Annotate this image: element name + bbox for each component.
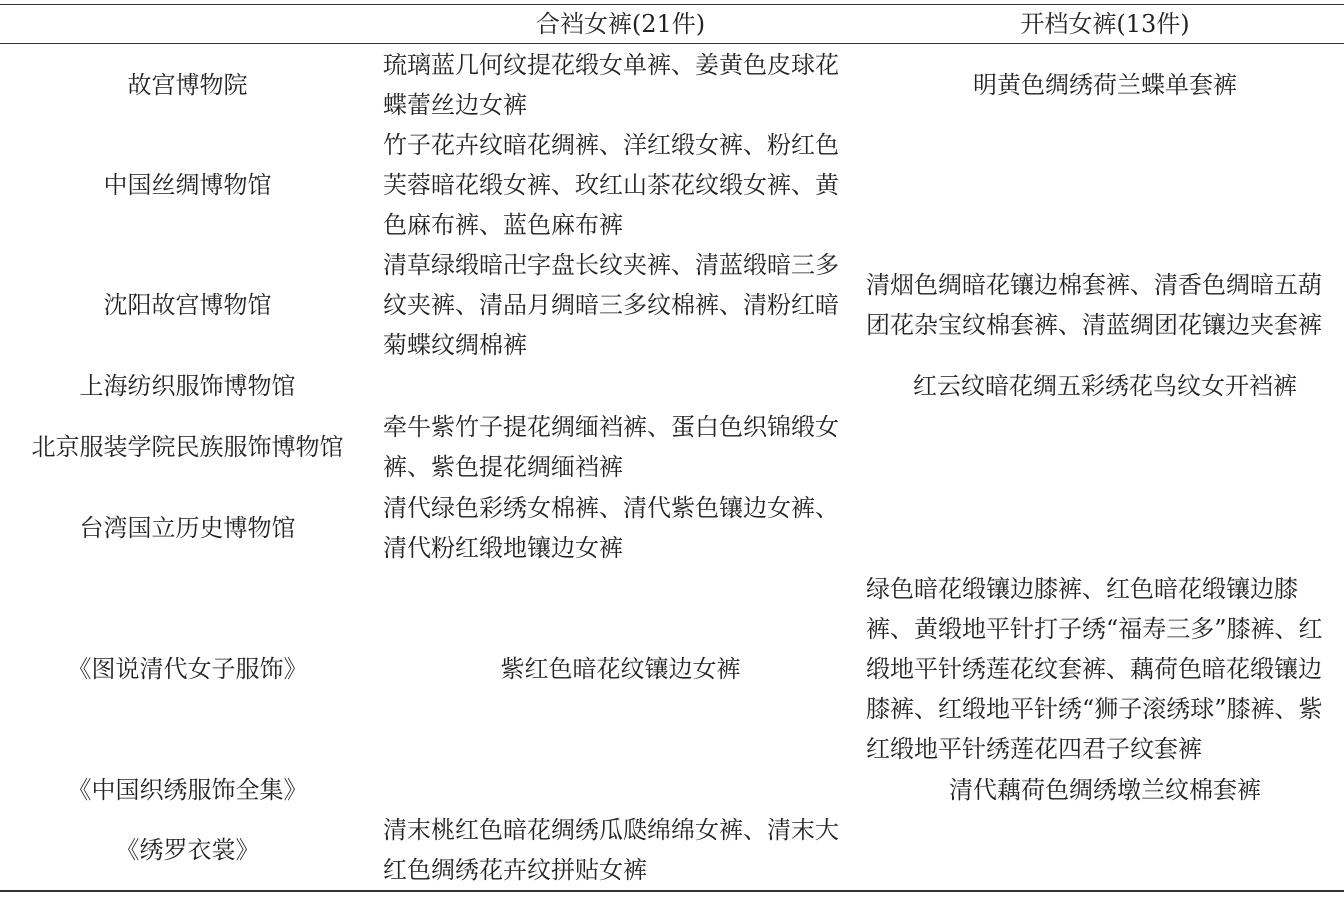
text-line: 裤、黄缎地平针打子绣“福寿三多”膝裤、红 xyxy=(866,615,1323,643)
source-shanghai-textile-museum: 上海纺织服饰博物馆 xyxy=(79,372,296,400)
text-line: 蝶蕾丝边女裤 xyxy=(383,91,527,119)
text-line: 膝裤、红缎地平针绣“狮子滚绣球”膝裤、紫 xyxy=(866,695,1323,723)
text-line: 团花杂宝纹棉套裤、清蓝绸团花镶边夹套裤 xyxy=(866,311,1322,339)
open-crotch-qing-womens-costume-book xyxy=(866,569,1344,769)
text-line: 清代粉红缎地镶边女裤 xyxy=(383,534,623,562)
source-xiuluo-yishang: 《绣罗衣裳》 xyxy=(115,836,260,864)
text-line: 牵牛紫竹子提花绸缅裆裤、蛋白色织锦缎女 xyxy=(383,413,839,441)
closed-crotch-taiwan-history-museum xyxy=(383,488,858,568)
source-taiwan-history-museum: 台湾国立历史博物馆 xyxy=(79,514,296,542)
text-line: 清草绿缎暗卍字盘长纹夹裤、清蓝缎暗三多 xyxy=(383,251,839,279)
text-line: 色麻布裤、蓝色麻布裤 xyxy=(383,211,623,239)
open-crotch-shanghai-textile-museum: 红云纹暗花绸五彩绣花鸟纹女开裆裤 xyxy=(913,372,1297,400)
closed-crotch-china-silk-museum xyxy=(383,125,858,245)
text-line: 裤、紫色提花绸缅裆裤 xyxy=(383,453,623,481)
text-line: 琉璃蓝几何纹提花缎女单裤、姜黄色皮球花 xyxy=(383,51,839,79)
source-china-silk-museum: 中国丝绸博物馆 xyxy=(103,171,272,199)
table-bottom-rule xyxy=(0,890,1344,892)
source-shenyang-palace-museum: 沈阳故宫博物馆 xyxy=(103,291,272,319)
open-crotch-shenyang-palace-museum xyxy=(866,265,1344,345)
closed-crotch-bift-ethnic-costume-museum xyxy=(383,407,858,487)
open-crotch-palace-museum: 明黄色绸绣荷兰蝶单套裤 xyxy=(973,71,1237,99)
source-qing-womens-costume-book: 《图说清代女子服饰》 xyxy=(67,655,308,683)
source-palace-museum: 故宫博物院 xyxy=(127,71,248,99)
text-line: 清末桃红色暗花绸绣瓜瓞绵绵女裤、清末大 xyxy=(383,816,839,844)
closed-crotch-palace-museum xyxy=(383,45,858,125)
column-header-open-crotch: 开档女裤(13件) xyxy=(1020,10,1190,38)
text-line: 清烟色绸暗花镶边棉套裤、清香色绸暗五葫 xyxy=(866,271,1322,299)
text-line: 菊蝶纹绸棉裤 xyxy=(383,331,527,359)
open-crotch-chinese-embroidery-collection: 清代藕荷色绸绣墩兰纹棉套裤 xyxy=(949,776,1261,804)
text-line: 纹夹裤、清品月绸暗三多纹棉裤、清粉红暗 xyxy=(383,291,839,319)
column-header-closed-crotch: 合裆女裤(21件) xyxy=(535,10,706,38)
closed-crotch-shenyang-palace-museum xyxy=(383,245,858,365)
text-line: 缎地平针绣莲花纹套裤、藕荷色暗花缎镶边 xyxy=(866,655,1322,683)
text-line: 绿色暗花缎镶边膝裤、红色暗花缎镶边膝 xyxy=(866,575,1298,603)
closed-crotch-xiuluo-yishang xyxy=(383,810,858,890)
text-line: 清代绿色彩绣女棉裤、清代紫色镶边女裤、 xyxy=(383,494,839,522)
text-line: 竹子花卉纹暗花绸裤、洋红缎女裤、粉红色 xyxy=(383,131,839,159)
text-line: 红色绸绣花卉纹拼贴女裤 xyxy=(383,856,647,884)
source-chinese-embroidery-collection: 《中国织绣服饰全集》 xyxy=(67,776,308,804)
closed-crotch-qing-womens-costume-book: 紫红色暗花纹镶边女裤 xyxy=(500,655,741,683)
text-line: 芙蓉暗花缎女裤、玫红山茶花纹缎女裤、黄 xyxy=(383,171,839,199)
source-bift-ethnic-costume-museum: 北京服装学院民族服饰博物馆 xyxy=(31,433,344,461)
text-line: 红缎地平针绣莲花四君子纹套裤 xyxy=(866,735,1202,763)
